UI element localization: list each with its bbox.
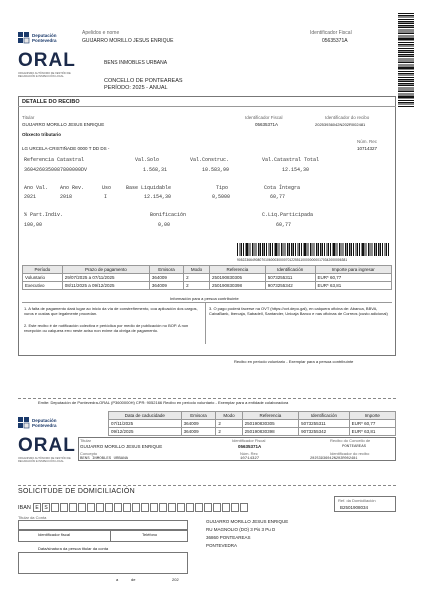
table-row xyxy=(23,282,392,290)
taxable-base-header: Base Liquidable xyxy=(126,185,172,191)
iban-char[interactable] xyxy=(195,503,203,512)
cell-expiry: 09/12/2025 xyxy=(109,428,182,436)
cell-deadline: 29/07/2025 a 07/11/2025 xyxy=(62,274,149,282)
account-holder-label: Titular da Conta xyxy=(18,515,47,520)
divider xyxy=(205,302,206,344)
rev-year-header: Ano Rev. xyxy=(60,185,85,191)
detail-section-title: DETALLE DO RECIBO xyxy=(22,99,80,105)
cell-period: Executivo xyxy=(23,282,63,290)
cell-issuer: 364009 xyxy=(181,420,216,428)
full-quota-header: Cota Íntegra xyxy=(264,185,301,191)
th-mode: Modo xyxy=(216,412,242,420)
stub-table xyxy=(108,411,396,436)
deputacion-logo xyxy=(18,32,57,44)
brand-line1: Deputación xyxy=(32,33,57,38)
stub-brand-line2: Pontevedra xyxy=(32,423,57,428)
receipt-id-label: Identificador do recibo xyxy=(325,115,370,120)
land-value: 1.568,31 xyxy=(143,167,168,173)
participation-value: 100,00 xyxy=(24,222,43,228)
cadastral-ref-header: Referencia Catastral xyxy=(24,157,85,163)
iban-char[interactable] xyxy=(105,503,113,512)
iban-char[interactable] xyxy=(168,503,176,512)
divider xyxy=(18,106,396,107)
rev-year-value: 2018 xyxy=(60,194,73,200)
iban-char[interactable] xyxy=(60,503,68,512)
stub-concept-value: BENS INMOBLES URBANA xyxy=(80,457,129,461)
cell-mode: 2 xyxy=(184,282,210,290)
bonus-header: Bonificación xyxy=(150,212,187,218)
side-barcode xyxy=(398,12,414,107)
info-right: 3. O pago poderá facerse na OVT (https://ovt.depo.gal), en calquera oficina de: Abanca, BBVA, CaixaBank, Ibercaja, Sabadell, Santander, Unicaja Banco e nas oficinas de Correos (custo adicional) xyxy=(209,306,388,316)
iban-char[interactable] xyxy=(123,503,131,512)
divider xyxy=(110,530,111,542)
org-subtitle: ORGANISMO AUTÓNOMO DE XESTIÓN DE RECADACIÓN E INSPECCIÓN LOCAL xyxy=(18,72,71,78)
cell-amount: EUR* 63,81 xyxy=(315,282,392,290)
cell-reference: 250190830305 xyxy=(242,420,299,428)
cell-period: Voluntario xyxy=(23,274,63,282)
th-mode: Modo xyxy=(184,266,210,274)
iban-char[interactable] xyxy=(231,503,239,512)
taxable-base-value: 12.154,30 xyxy=(144,194,172,200)
construction-value-header: Val.Construc. xyxy=(190,157,230,163)
iban-char[interactable] xyxy=(222,503,230,512)
titular-value: GUIJARRO MORILLO JESUS ENRIQUE xyxy=(22,122,105,127)
iban-char[interactable]: S xyxy=(42,503,50,512)
th-issuer: Emisora xyxy=(181,412,216,420)
th-amount: Importe xyxy=(349,412,395,420)
stub-table-header xyxy=(109,412,396,420)
payment-table-header xyxy=(23,266,392,274)
date-year: 202 xyxy=(172,577,179,582)
stub-oral-logo: ORAL xyxy=(18,435,76,456)
addr-city: PONTEVEDRA xyxy=(206,543,238,548)
iban-char[interactable] xyxy=(240,503,248,512)
iban-char[interactable] xyxy=(150,503,158,512)
stub-num-value: 10714327 xyxy=(240,457,260,461)
cell-identification: 9073255342 xyxy=(299,428,349,436)
info-left: 1. A falta de pagamento dará lugar ao inicio da vía de constreñemento, coa aplicación dos cargos, xuros e custas que legalmente procedan. xyxy=(24,306,198,316)
detail-fiscal-id-value: 05635371A xyxy=(255,122,279,127)
info-left-2: 2. Este recibo é de notificación colectiva e periódica por medio de publicación no BOP. A non recepción ou calquera erro neste aviso non exime da obriga de pagamento. xyxy=(24,323,189,333)
num-rec-label: Núm. Rec xyxy=(357,139,378,144)
iban-label: IBAN xyxy=(18,505,31,511)
th-identification: Identificación xyxy=(299,412,349,420)
cell-expiry: 07/11/2025 xyxy=(109,420,182,428)
rate-header: Tipo xyxy=(216,185,229,191)
stub-deputacion-logo xyxy=(18,417,57,429)
participated-quota-header: C.Liq.Participada xyxy=(262,212,314,218)
stub-deputacion-shield-icon xyxy=(18,417,30,429)
iban-char[interactable] xyxy=(204,503,212,512)
cell-issuer: 364009 xyxy=(149,282,183,290)
table-row xyxy=(23,274,392,282)
stub-receipt-id-label: Identificador do recibo xyxy=(330,451,370,456)
detail-box xyxy=(18,96,396,356)
cadastral-total-value: 12.154,30 xyxy=(282,167,310,173)
th-amount: Importe para ingresar xyxy=(315,266,392,274)
cell-identification: 9073255342 xyxy=(265,282,315,290)
stub-num-label: Núm. Rec xyxy=(240,451,258,456)
oral-logo: ORAL xyxy=(18,50,76,71)
iban-char[interactable] xyxy=(132,503,140,512)
addr-zip: 36860 PONTEAREAS xyxy=(206,535,251,540)
iban-char[interactable] xyxy=(177,503,185,512)
signature-field[interactable] xyxy=(18,552,188,574)
cell-reference: 250190830305 xyxy=(209,274,265,282)
cell-mode: 2 xyxy=(216,428,242,436)
th-reference: Referencia xyxy=(209,266,265,274)
ref-value: B2501908034 xyxy=(340,505,369,510)
th-issuer: Emisora xyxy=(149,266,183,274)
stub-titular-label: Titular xyxy=(80,438,91,443)
info-title: Información para a persoa contribuínte xyxy=(170,296,239,301)
stub-concept-label: Concepto xyxy=(80,451,98,456)
cell-issuer: 364009 xyxy=(181,428,216,436)
use-value: I xyxy=(104,194,108,200)
cell-identification: 5073255311 xyxy=(265,274,315,282)
th-deadline: Prazo de pagamento xyxy=(62,266,149,274)
cell-amount: EUR* 63,81 xyxy=(349,428,395,436)
barcode-number: 90522366490807010600030000701225511000000000170342000006381 xyxy=(237,258,348,262)
fiscal-id-value: 05635371A xyxy=(322,38,348,44)
stub-fiscal-id-value: 05635371A xyxy=(238,444,262,449)
cadastral-total-header: Val.Catastral Total xyxy=(262,157,320,163)
dom-fiscal-id-label: Identificador fiscal xyxy=(38,532,71,537)
table-row xyxy=(109,420,396,428)
cell-mode: 2 xyxy=(184,274,210,282)
cadastral-ref-value: 3604260350087800000DV xyxy=(24,167,88,173)
rate-value: 0,5000 xyxy=(212,194,231,200)
council: CONCELLO DE PONTEAREAS xyxy=(104,78,183,84)
receipt-note: Recibo en período voluntario - Exemplar para a persoa contribuínte xyxy=(234,359,354,364)
cell-reference: 250190830398 xyxy=(209,282,265,290)
val-year-header: Ano Val. xyxy=(24,185,49,191)
th-identification: Identificación xyxy=(265,266,315,274)
th-period: Período xyxy=(23,266,63,274)
cut-line xyxy=(18,398,396,399)
object-value: LG URCELA-CRISTIÑADE 0000 T DD DS - xyxy=(22,146,110,151)
titular-label: Titular xyxy=(22,115,35,120)
iban-char[interactable] xyxy=(78,503,86,512)
iban-char[interactable] xyxy=(186,503,194,512)
construction-value: 10.583,99 xyxy=(202,167,230,173)
addr-street: RU MAGNOLIO (DO) 3 Pis 3 Pu D xyxy=(206,527,276,532)
iban-char[interactable] xyxy=(96,503,104,512)
date-day: a xyxy=(116,577,119,582)
iban-char[interactable] xyxy=(69,503,77,512)
iban-char[interactable]: E xyxy=(33,503,41,512)
stub-titular-value: GUIJARRO MORILLO JESUS ENRIQUE xyxy=(80,444,163,449)
participated-quota-value: 60,77 xyxy=(276,222,292,228)
date-sep: de xyxy=(131,577,136,582)
full-quota-value: 60,77 xyxy=(270,194,286,200)
iban-field[interactable] xyxy=(33,503,249,512)
stub-fiscal-id-label: Identificador Fiscal xyxy=(232,438,266,443)
payment-table xyxy=(22,265,392,290)
bonus-value: 0,00 xyxy=(158,222,171,228)
phone-label: Teléfono xyxy=(142,532,158,537)
cut-line xyxy=(18,485,396,486)
detail-fiscal-id-label: Identificador Fiscal xyxy=(245,115,283,120)
land-value-header: Val.Solo xyxy=(135,157,160,163)
cell-amount: EUR* 60,77 xyxy=(349,420,395,428)
period: PERÍODO: 2025 - ANUAL xyxy=(104,85,168,91)
iban-char[interactable] xyxy=(141,503,149,512)
names-label: Apelidos e nome xyxy=(82,30,120,36)
val-year-value: 2021 xyxy=(24,194,37,200)
issuer-line: Emite: Deputación de Pontevedra-ORAL (P3600000H) CPR: 9052166 Recibo en período voluntario - Exemplar para a entidade colaboradora xyxy=(38,400,289,405)
fiscal-id-label: Identificador Fiscal xyxy=(310,30,352,36)
payment-barcode xyxy=(237,243,390,256)
divider xyxy=(22,302,392,303)
stub-receipt-id-value: 20253936042N202R002481 xyxy=(310,457,358,461)
use-header: Uso xyxy=(102,185,112,191)
signature-label: Data/sinatura da persoa titular da conta xyxy=(38,546,109,551)
cell-amount: EUR* 60,77 xyxy=(315,274,392,282)
brand-line2: Pontevedra xyxy=(32,38,57,43)
num-rec-value: 10714327 xyxy=(357,146,378,151)
receipt-id-value: 20253936042N202R002481 xyxy=(315,122,366,127)
stub-council-value: PONTEAREAS xyxy=(342,445,367,449)
cell-deadline: 08/11/2025 a 09/12/2025 xyxy=(62,282,149,290)
stub-council-label: Recibo do Concello de xyxy=(330,438,371,443)
concept: BENS INMOBLES URBANA xyxy=(104,60,168,66)
th-expiry: Data de caducidade xyxy=(109,412,182,420)
participation-header: % Part.Indiv. xyxy=(24,212,64,218)
names-value: GUIJARRO MORILLO JESUS ENRIQUE xyxy=(82,38,174,44)
iban-char[interactable] xyxy=(159,503,167,512)
iban-char[interactable] xyxy=(51,503,59,512)
stub-brand-line1: Deputación xyxy=(32,418,57,423)
cell-mode: 2 xyxy=(216,420,242,428)
iban-char[interactable] xyxy=(213,503,221,512)
iban-char[interactable] xyxy=(87,503,95,512)
cell-reference: 250190830398 xyxy=(242,428,299,436)
cell-issuer: 364009 xyxy=(149,274,183,282)
th-reference: Referencia xyxy=(242,412,299,420)
addr-name: GUIJARRO MORILLO JESUS ENRIQUE xyxy=(206,519,289,524)
ref-label: Ref. da Domiciliación xyxy=(338,498,376,503)
account-holder-field[interactable] xyxy=(18,520,188,530)
cell-identification: 5073255311 xyxy=(299,420,349,428)
iban-char[interactable] xyxy=(114,503,122,512)
object-label: Obxecto tributario xyxy=(22,132,62,137)
stub-org-subtitle: ORGANISMO AUTÓNOMO DE XESTIÓN DE RECADACIÓN E INSPECCIÓN LOCAL xyxy=(18,457,71,463)
table-row xyxy=(109,428,396,436)
domiciliation-title: SOLICITUDE DE DOMICILIACIÓN xyxy=(18,488,136,495)
deputacion-shield-icon xyxy=(18,32,30,44)
